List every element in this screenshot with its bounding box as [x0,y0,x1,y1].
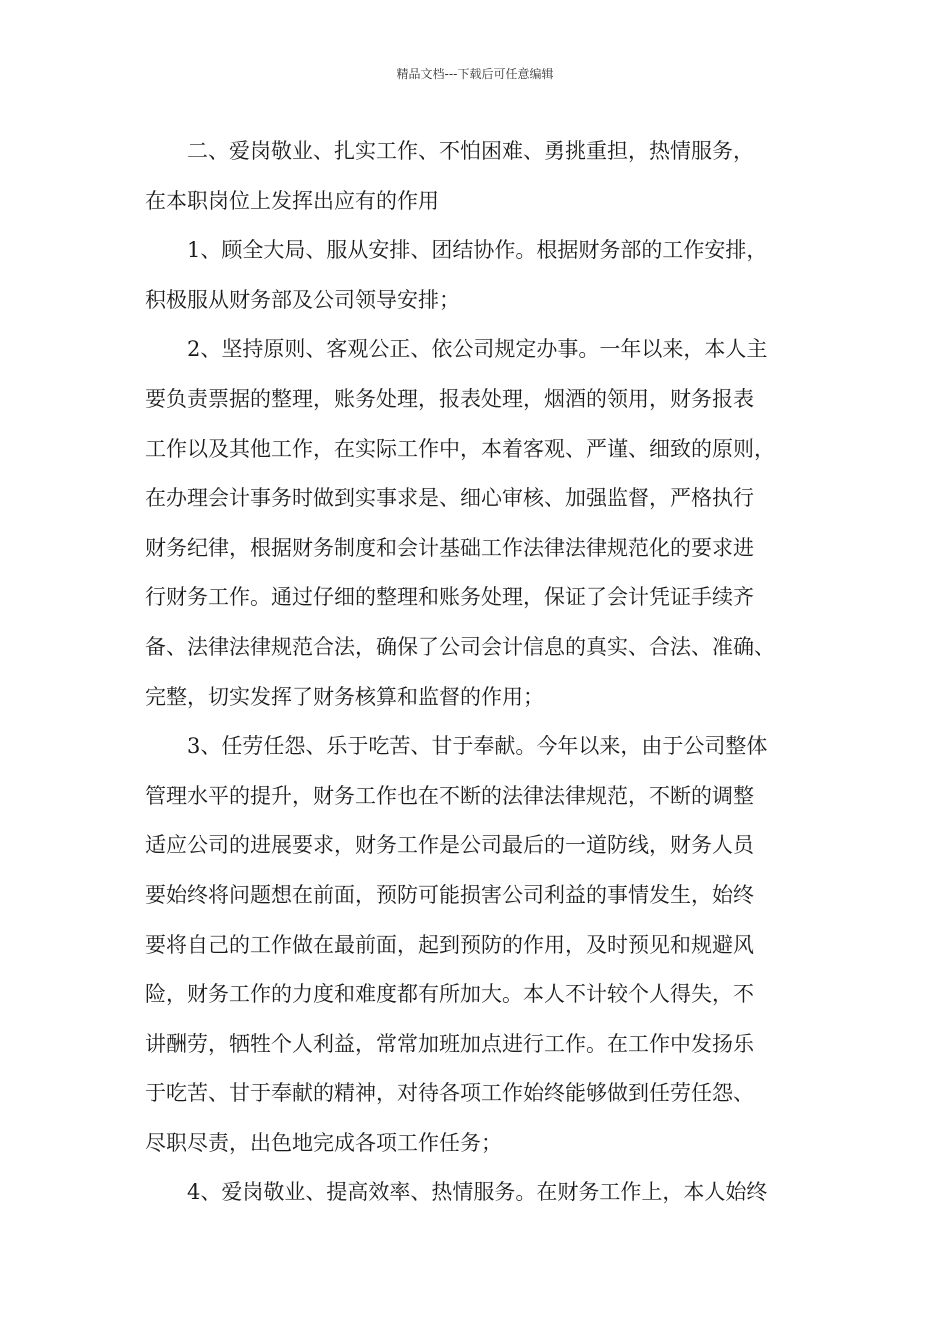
item-2-line-4: 在办理会计事务时做到实事求是、细心审核、加强监督，严格执行 [145,486,754,511]
page-header: 精品文档---下载后可任意编辑 [396,67,554,81]
item-3-line-8: 于吃苦、甘于奉献的精神，对待各项工作始终能够做到任劳任怨、 [145,1081,754,1106]
item-2-line-3: 工作以及其他工作，在实际工作中，本着客观、严谨、细致的原则， [145,436,775,461]
item-3-line-1: 3、任劳任怨、乐于吃苦、甘于奉献。今年以来，由于公司整体 [187,734,768,759]
section-heading-line-1: 二、爱岗敬业、扎实工作、不怕困难、勇挑重担，热情服务， [187,139,754,163]
item-2-line-6: 行财务工作。通过仔细的整理和账务处理，保证了会计凭证手续齐 [145,585,754,610]
item-4-line-1: 4、爱岗敬业、提高效率、热情服务。在财务工作上，本人始终 [187,1180,768,1205]
item-3-line-6: 险，财务工作的力度和难度都有所加大。本人不计较个人得失，不 [145,982,754,1007]
item-2-line-7: 备、法律法律规范合法，确保了公司会计信息的真实、合法、准确、 [145,634,775,659]
item-2-line-2: 要负责票据的整理，账务处理，报表处理，烟酒的领用，财务报表 [145,386,754,411]
item-3-line-9: 尽职尽责，出色地完成各项工作任务； [145,1130,502,1155]
item-2-line-5: 财务纪律，根据财务制度和会计基础工作法律法律规范化的要求进 [145,535,754,560]
item-1-line-1: 1、顾全大局、服从安排、团结协作。根据财务部的工作安排， [187,238,768,263]
item-3-line-3: 适应公司的进展要求，财务工作是公司最后的一道防线，财务人员 [145,833,754,858]
item-2-line-1: 2、坚持原则、客观公正、依公司规定办事。一年以来，本人主 [187,337,768,362]
item-2-line-8: 完整，切实发挥了财务核算和监督的作用； [145,684,544,709]
item-1-line-2: 积极服从财务部及公司领导安排； [145,287,460,312]
document-body [145,127,820,1218]
item-3-line-7: 讲酬劳，牺牲个人利益，常常加班加点进行工作。在工作中发扬乐 [145,1031,754,1056]
item-3-line-4: 要始终将问题想在前面，预防可能损害公司利益的事情发生，始终 [145,882,754,907]
item-3-line-5: 要将自己的工作做在最前面，起到预防的作用，及时预见和规避风 [145,932,754,957]
section-heading-line-2: 在本职岗位上发挥出应有的作用 [145,188,439,213]
item-3-line-2: 管理水平的提升，财务工作也在不断的法律法律规范，不断的调整 [145,783,754,808]
